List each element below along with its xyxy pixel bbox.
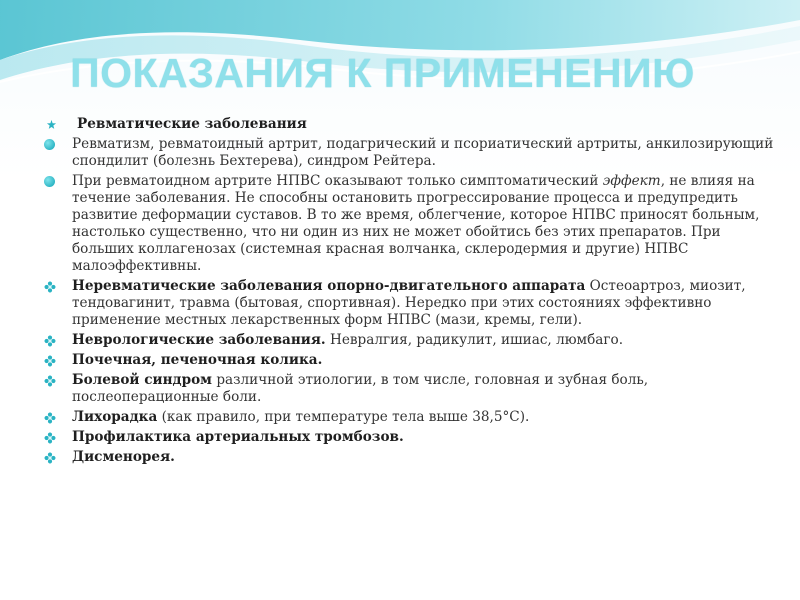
flower-bullet-icon <box>44 375 55 386</box>
list-item <box>44 429 780 446</box>
item-heading: Ревматические заболевания <box>77 116 307 132</box>
flower-bullet-icon <box>44 412 55 423</box>
circle-bullet-icon <box>44 139 55 150</box>
list-item <box>44 409 780 426</box>
item-heading: Профилактика артериальных тромбозов. <box>72 429 404 445</box>
item-emphasis: эффект <box>602 173 661 189</box>
item-text: Невралгия, радикулит, ишиас, люмбаго. <box>325 332 624 348</box>
item-heading: Болевой синдром <box>72 372 212 388</box>
item-text: (как правило, при температуре тела выше 38,5°С). <box>157 409 530 425</box>
indications-list <box>44 116 780 469</box>
item-text: Ревматизм, ревматоидный артрит, подагрический и псориатический артриты, анкилозирующий спондилит (болезнь Бехтерева), синдром Рейтера. <box>72 136 774 169</box>
list-item <box>44 372 780 406</box>
list-item <box>44 332 780 349</box>
item-text: Остеоартроз, миозит, тендовагинит, травма (бытовая, спортивная). Нередко при этих состояниях эффективно применение местных лекарственных форм НПВС (мази, кремы, гели). <box>72 278 746 328</box>
list-item <box>44 278 780 329</box>
star-bullet-icon <box>46 119 57 130</box>
list-item <box>44 136 780 170</box>
flower-bullet-icon <box>44 432 55 443</box>
item-heading: Лихорадка <box>72 409 158 425</box>
item-heading: Неревматические заболевания опорно-двигательного аппарата <box>72 278 586 294</box>
item-heading: Неврологические заболевания. <box>72 332 326 348</box>
flower-bullet-icon <box>44 281 55 292</box>
flower-bullet-icon <box>44 335 55 346</box>
item-text: , не влияя на течение заболевания. Не способны остановить прогрессирование процесса и предупредить развитие деформации суставов. В то же время, облегчение, которое НПВС приносят больным, настолько существенно, что ни один из них не может обойтись без этих препаратов. При больших коллагенозах (системная красная волчанка, склеродермия и другие) НПВС малоэффективны. <box>72 173 760 274</box>
item-heading: Дисменорея. <box>72 449 175 465</box>
list-item <box>44 352 780 369</box>
circle-bullet-icon <box>44 176 55 187</box>
item-text: различной этиологии, в том числе, головная и зубная боль, послеоперационные боли. <box>72 372 649 405</box>
list-item <box>44 116 780 133</box>
flower-bullet-icon <box>44 452 55 463</box>
list-item <box>44 173 780 275</box>
item-heading: Почечная, печеночная колика. <box>72 352 323 368</box>
flower-bullet-icon <box>44 355 55 366</box>
page-title: ПОКАЗАНИЯ К ПРИМЕНЕНИЮ <box>70 50 695 96</box>
item-text: При ревматоидном артрите НПВС оказывают только симптоматический <box>72 173 603 189</box>
list-item <box>44 449 780 466</box>
